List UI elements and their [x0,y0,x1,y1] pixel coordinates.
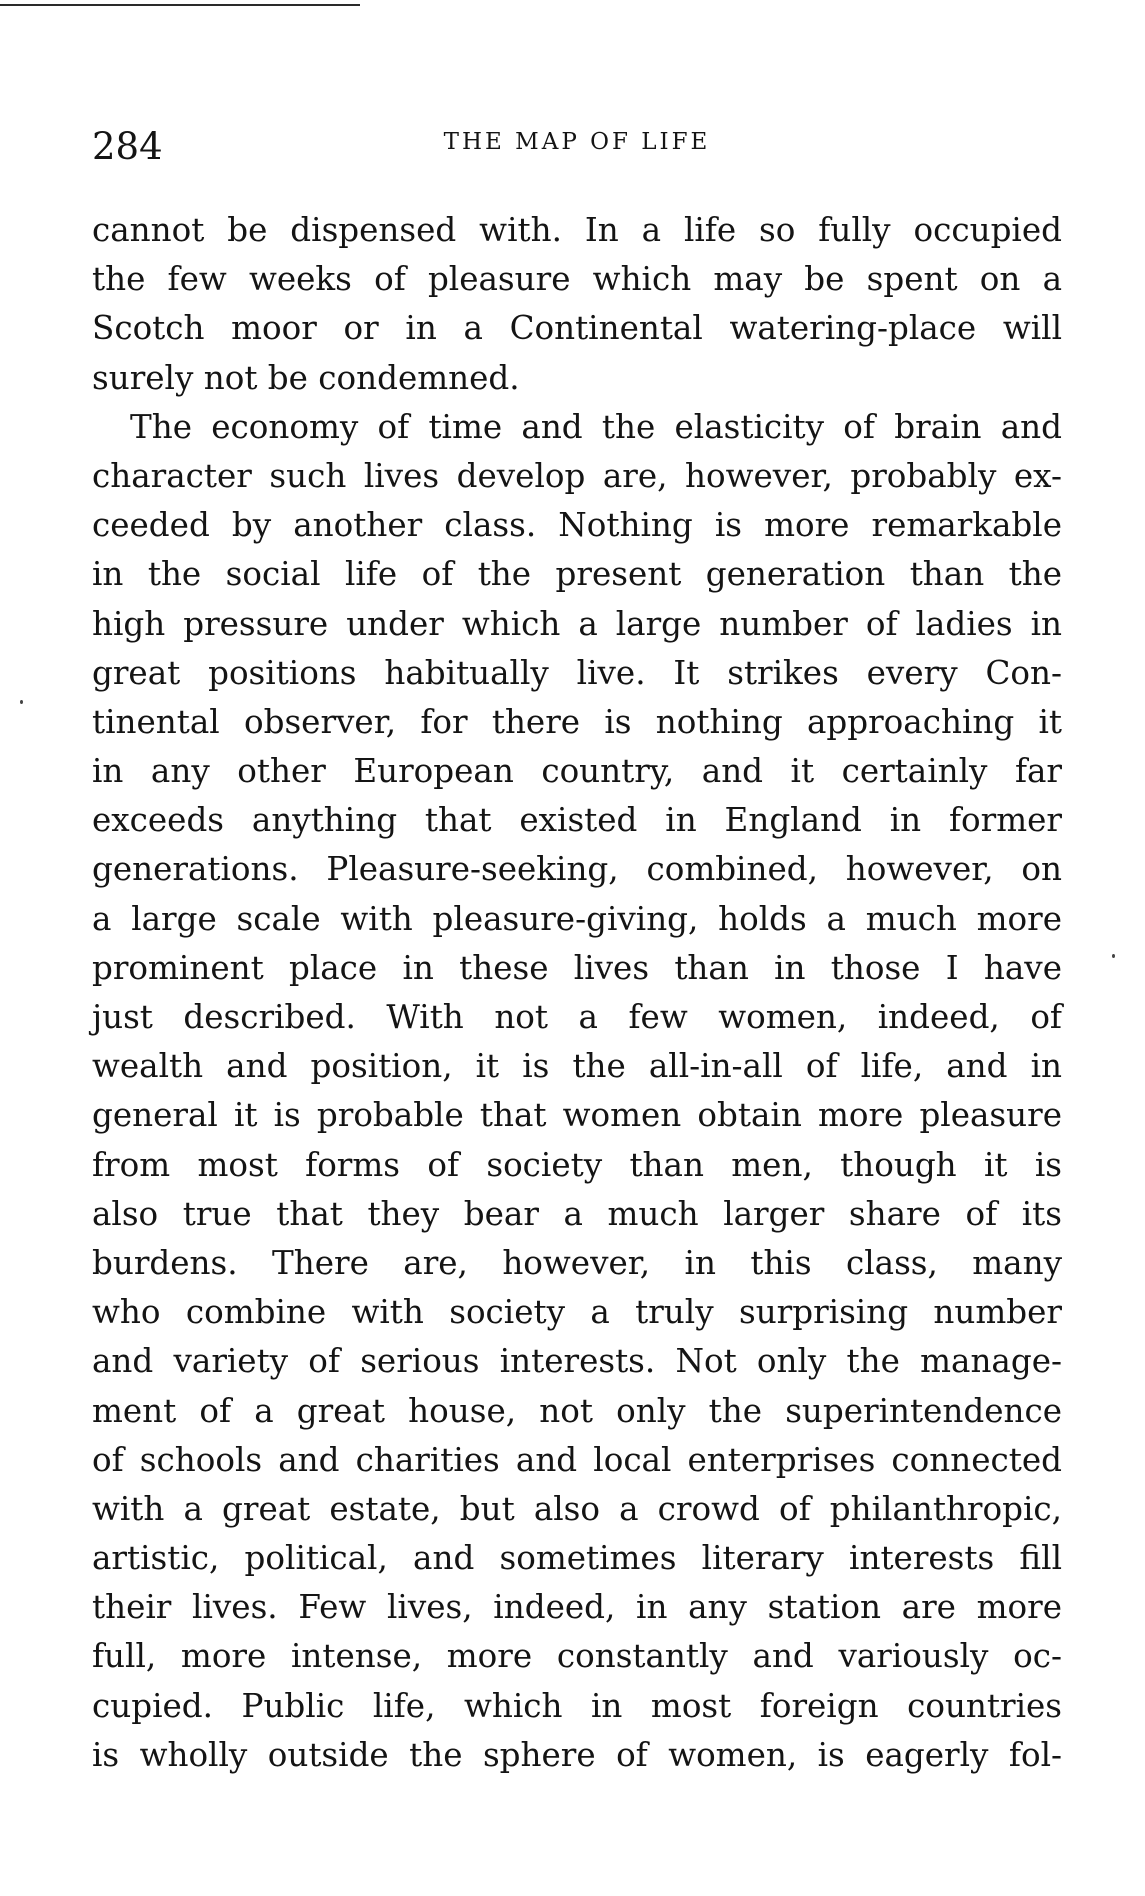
text-line: wealth and position, it is the all-in-all of life, and in [92,1047,1062,1086]
paragraph-1 [92,206,1062,403]
paper-speck [20,700,23,704]
text-line: also true that they bear a much larger share of its [92,1194,1062,1233]
top-rule [0,4,360,6]
text-line: the few weeks of pleasure which may be spent on a [92,260,1062,299]
text-line: tinental observer, for there is nothing approaching it [92,702,1062,741]
text-line: exceeds anything that existed in England in former [92,801,1062,840]
text-line: cupied. Public life, which in most foreign countries [92,1686,1062,1725]
paragraph-2 [92,403,1062,1780]
running-head [92,122,1062,172]
text-line: in the social life of the present generation than the [92,555,1062,594]
text-line: of schools and charities and local enterprises connected [92,1440,1062,1479]
text-line: and variety of serious interests. Not only the manage- [92,1342,1062,1381]
text-line: great positions habitually live. It strikes every Con- [92,653,1062,692]
text-line: ceeded by another class. Nothing is more remarkable [92,506,1062,545]
text-line: The economy of time and the elasticity of brain and [130,407,1062,446]
text-line: with a great estate, but also a crowd of philanthropic, [92,1489,1062,1528]
running-head-title: THE MAP OF LIFE [443,129,711,155]
text-line: general it is probable that women obtain more pleasure [92,1096,1062,1135]
text-line: is wholly outside the sphere of women, is eagerly fol- [92,1735,1062,1774]
text-line: ment of a great house, not only the superintendence [92,1391,1062,1430]
text-line: Scotch moor or in a Continental watering-place will [92,309,1062,348]
body-text [92,206,1062,1780]
text-line: surely not be condemned. [92,358,520,397]
text-line: cannot be dispensed with. In a life so fully occupied [92,211,1062,249]
paper-speck [1112,954,1115,958]
page-number: 284 [92,125,163,168]
text-line: in any other European country, and it certainly far [92,752,1062,791]
text-line: just described. With not a few women, indeed, of [92,998,1062,1036]
text-line: prominent place in these lives than in those I have [92,948,1062,987]
text-line: character such lives develop are, however, probably ex- [92,456,1062,495]
text-line: burdens. There are, however, in this class, many [92,1243,1062,1282]
text-line: from most forms of society than men, though it is [92,1145,1062,1184]
text-line: high pressure under which a large number of ladies in [92,604,1062,643]
text-line: artistic, political, and sometimes literary interests fill [92,1539,1062,1578]
text-line: generations. Pleasure-seeking, combined, however, on [92,850,1062,889]
text-line: full, more intense, more constantly and variously oc- [92,1637,1062,1676]
text-line: who combine with society a truly surprising number [92,1293,1062,1332]
text-line: a large scale with pleasure-giving, holds a much more [92,899,1062,938]
text-line: their lives. Few lives, indeed, in any station are more [92,1588,1062,1627]
